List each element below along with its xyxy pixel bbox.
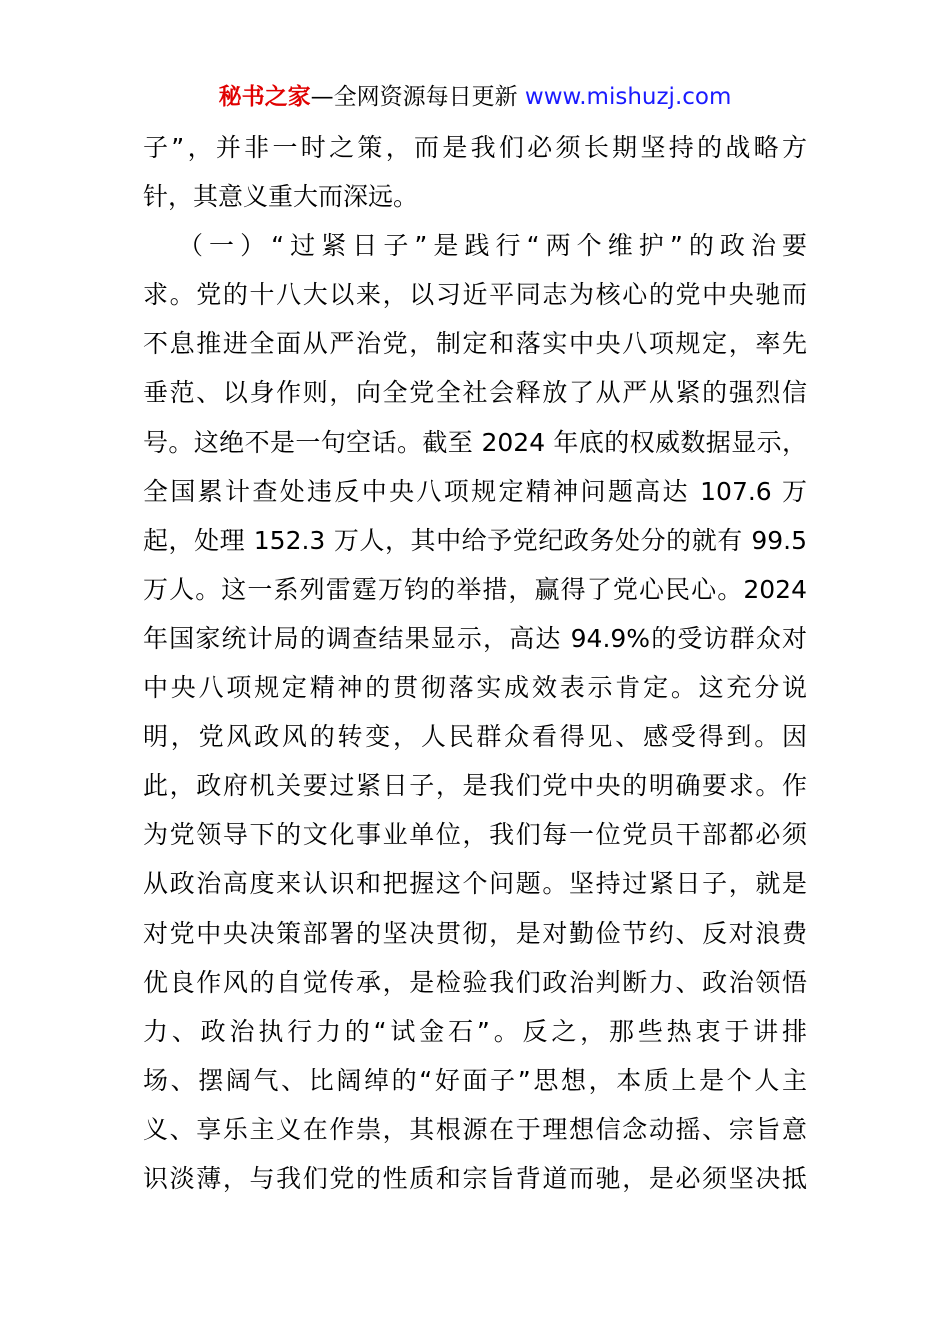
site-brand: 秘书之家 <box>218 84 311 110</box>
document-body <box>143 123 807 1203</box>
section-heading-line: （一）“过紧日子”是践行“两个维护”的政治要 <box>178 231 807 261</box>
text-line: 全国累计查处违反中央八项规定精神问题高达 107.6 万 <box>143 476 807 506</box>
text-line: 垂范、以身作则，向全党全社会释放了从严从紧的强烈信 <box>143 378 807 408</box>
text-line: 子”，并非一时之策，而是我们必须长期坚持的战略方 <box>143 133 807 162</box>
text-line: 号。这绝不是一句空话。截至 2024 年底的权威数据显示， <box>143 427 807 457</box>
text-line: 义、享乐主义在作祟，其根源在于理想信念动摇、宗旨意 <box>143 1114 807 1144</box>
text-line: 求。党的十八大以来，以习近平同志为核心的党中央驰而 <box>143 280 807 310</box>
text-line: 针，其意义重大而深远。 <box>143 182 419 212</box>
text-line: 起，处理 152.3 万人，其中给予党纪政务处分的就有 99.5 <box>143 525 807 555</box>
text-line: 中央八项规定精神的贯彻落实成效表示肯定。这充分说 <box>143 673 807 703</box>
text-line: 从政治高度来认识和把握这个问题。坚持过紧日子，就是 <box>143 869 807 899</box>
text-line: 优良作风的自觉传承，是检验我们政治判断力、政治领悟 <box>143 967 807 997</box>
text-line: 万人。这一系列雷霆万钧的举措，赢得了党心民心。2024 <box>143 574 807 604</box>
text-line: 识淡薄，与我们党的性质和宗旨背道而驰，是必须坚决抵 <box>143 1163 807 1193</box>
site-header <box>0 80 950 114</box>
text-line: 此，政府机关要过紧日子，是我们党中央的明确要求。作 <box>143 771 807 801</box>
text-line: 为党领导下的文化事业单位，我们每一位党员干部都必须 <box>143 820 807 850</box>
text-line: 明，党风政风的转变，人民群众看得见、感受得到。因 <box>143 722 807 752</box>
text-line: 力、政治执行力的“试金石”。反之，那些热衷于讲排 <box>143 1016 807 1046</box>
text-line: 对党中央决策部署的坚决贯彻，是对勤俭节约、反对浪费 <box>143 918 807 948</box>
header-tagline: —全网资源每日更新 <box>310 84 525 110</box>
site-url-link[interactable]: www.mishuzj.com <box>524 84 732 110</box>
text-line: 年国家统计局的调查结果显示，高达 94.9%的受访群众对 <box>143 623 807 653</box>
text-line: 不息推进全面从严治党，制定和落实中央八项规定，率先 <box>143 329 807 359</box>
text-line: 场、摆阔气、比阔绰的“好面子”思想，本质上是个人主 <box>143 1065 807 1095</box>
